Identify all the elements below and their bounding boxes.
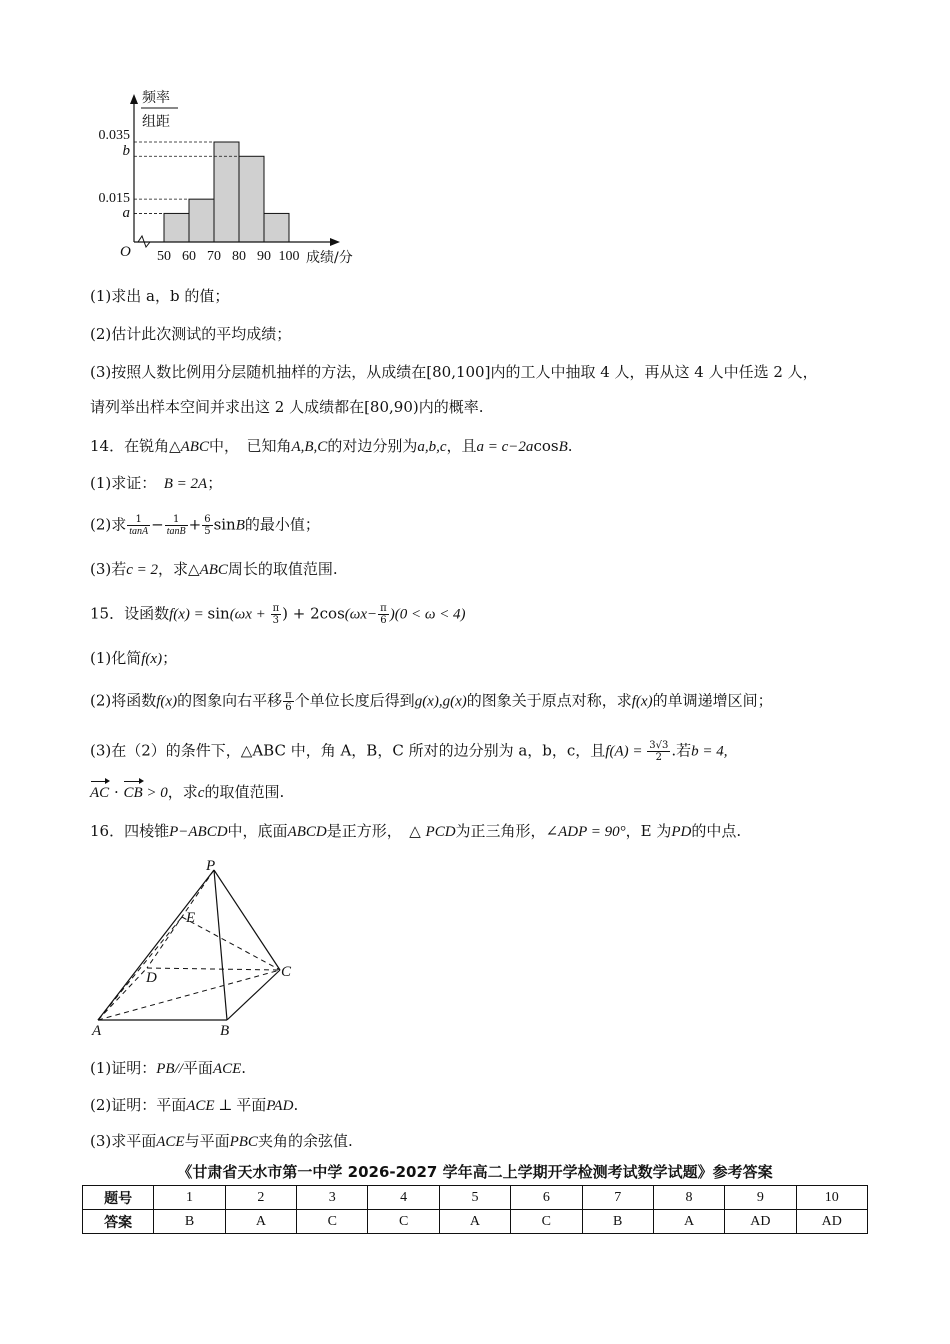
score-histogram bbox=[84, 84, 384, 274]
q13-part2: (2)估计此次测试的平均成绩； bbox=[90, 325, 292, 343]
table-cell: 9 bbox=[725, 1186, 796, 1210]
x-axis-arrow bbox=[330, 238, 340, 246]
origin-label: O bbox=[120, 244, 131, 260]
q16-part3: (3)求平面ACE与平面PBC夹角的余弦值. bbox=[90, 1132, 353, 1150]
vertex-label-B: B bbox=[220, 1023, 230, 1039]
x-tick-label: 90 bbox=[257, 249, 271, 264]
vertex-label-A: A bbox=[92, 1023, 102, 1039]
row-label-number: 题号 bbox=[83, 1186, 154, 1210]
histogram-bar bbox=[264, 213, 289, 242]
y-axis-arrow bbox=[130, 94, 138, 104]
answer-key-table bbox=[82, 1185, 868, 1234]
row-label-answer: 答案 bbox=[83, 1210, 154, 1234]
histogram-bar bbox=[239, 156, 264, 242]
table-cell: B bbox=[582, 1210, 653, 1234]
table-cell: 1 bbox=[154, 1186, 225, 1210]
q14-part1: (1)求证： B = 2A； bbox=[90, 474, 223, 492]
x-axis-label: 成绩/分 bbox=[306, 250, 353, 266]
vertex-label-D: D bbox=[146, 970, 157, 986]
table-cell: 10 bbox=[796, 1186, 867, 1210]
table-cell: C bbox=[297, 1210, 368, 1234]
q16-part1: (1)证明：PB//平面ACE. bbox=[90, 1059, 247, 1077]
pyramid-figure bbox=[84, 856, 314, 1041]
q15-stem: 15．设函数f(x) = sin(ωx + $\frac{\pi}{3}$ ) + 2cos(ωx− $\frac{\pi}{6}$ )(0 < ω < 4) bbox=[90, 603, 466, 626]
x-tick-labels bbox=[157, 249, 300, 264]
table-cell: 6 bbox=[511, 1186, 582, 1210]
edge-PC bbox=[214, 870, 280, 970]
edge-AD bbox=[98, 968, 147, 1020]
y-tick-0035: 0.035 bbox=[98, 128, 130, 143]
table-row-numbers bbox=[83, 1186, 868, 1210]
table-cell: 8 bbox=[653, 1186, 724, 1210]
x-tick-label: 60 bbox=[182, 249, 196, 264]
table-cell: C bbox=[511, 1210, 582, 1234]
table-cell: AD bbox=[725, 1210, 796, 1234]
y-tick-0015: 0.015 bbox=[98, 191, 130, 206]
table-cell: AD bbox=[796, 1210, 867, 1234]
edge-PA bbox=[98, 870, 214, 1020]
table-cell: C bbox=[368, 1210, 439, 1234]
histogram-bar bbox=[189, 199, 214, 242]
q15-part1: (1)化简f(x)； bbox=[90, 649, 178, 667]
table-cell: 2 bbox=[225, 1186, 296, 1210]
q14-part2: (2)求 $\frac{1}{\tan A}$ − $\frac{1}{\tan B}$ + $\frac{6}{5}$ sinB的最小值； bbox=[90, 514, 320, 537]
table-cell: 4 bbox=[368, 1186, 439, 1210]
q14-part3: (3)若c = 2，求△ABC周长的取值范围. bbox=[90, 560, 338, 578]
histogram-bars bbox=[164, 142, 289, 242]
y-tick-a: a bbox=[122, 205, 130, 221]
segment-EC bbox=[182, 917, 280, 970]
table-cell: 5 bbox=[439, 1186, 510, 1210]
x-tick-label: 80 bbox=[232, 249, 246, 264]
table-cell: A bbox=[439, 1210, 510, 1234]
table-cell: 3 bbox=[297, 1186, 368, 1210]
table-cell: A bbox=[225, 1210, 296, 1234]
q13-part1: (1)求出 a，b 的值； bbox=[90, 287, 230, 305]
histogram-bar bbox=[164, 213, 189, 242]
y-label-bottom: 组距 bbox=[142, 114, 170, 130]
q13-part3-line1: (3)按照人数比例用分层随机抽样的方法，从成绩在[80,100]内的工人中抽取 4 人，再从这 4 人中任选 2 人， bbox=[90, 363, 818, 381]
q14-stem: 14．在锐角△ABC中， 已知角A,B,C的对边分别为a,b,c，且a = c−2acosB. bbox=[90, 437, 573, 455]
table-cell: 7 bbox=[582, 1186, 653, 1210]
q16-part2: (2)证明：平面ACE ⊥ 平面PAD. bbox=[90, 1096, 299, 1114]
y-tick-b: b bbox=[122, 143, 130, 159]
edge-DC bbox=[147, 968, 280, 970]
q15-part3-line1: (3)在（2）的条件下，△ABC 中，角 A，B，C 所对的边分别为 a，b，c，且f(A) = $\frac{3√3}{2}$ .若b = 4, bbox=[90, 740, 728, 763]
x-tick-label: 50 bbox=[157, 249, 171, 264]
vertex-label-P: P bbox=[206, 858, 216, 874]
edge-PB bbox=[214, 870, 227, 1020]
q15-part2: (2)将函数f(x)的图象向右平移 $\frac{\pi}{6}$ 个单位长度后得到g(x),g(x)的图象关于原点对称，求f(x)的单调递增区间； bbox=[90, 690, 773, 713]
q15-part3-line2: AC · CB > 0，求c的取值范围. bbox=[90, 783, 285, 801]
y-label-top: 频率 bbox=[142, 90, 170, 106]
q13-part3-line2: 请列举出样本空间并求出这 2 人成绩都在[80,90)内的概率. bbox=[90, 398, 484, 416]
point-label-E: E bbox=[186, 910, 196, 926]
table-cell: B bbox=[154, 1210, 225, 1234]
x-tick-label: 70 bbox=[207, 249, 221, 264]
table-row-answers bbox=[83, 1210, 868, 1234]
x-tick-label: 100 bbox=[278, 249, 300, 264]
answer-key-title: 《甘肃省天水市第一中学 2026-2027 学年高二上学期开学检测考试数学试题》参考答案 bbox=[177, 1163, 773, 1181]
vertex-label-C: C bbox=[281, 964, 292, 980]
histogram-bar bbox=[214, 142, 239, 242]
q16-stem: 16．四棱锥P−ABCD中，底面ABCD是正方形， △ PCD为正三角形，∠ADP = 90°，E 为PD的中点. bbox=[90, 822, 742, 840]
table-cell: A bbox=[653, 1210, 724, 1234]
edge-BC bbox=[227, 970, 280, 1020]
